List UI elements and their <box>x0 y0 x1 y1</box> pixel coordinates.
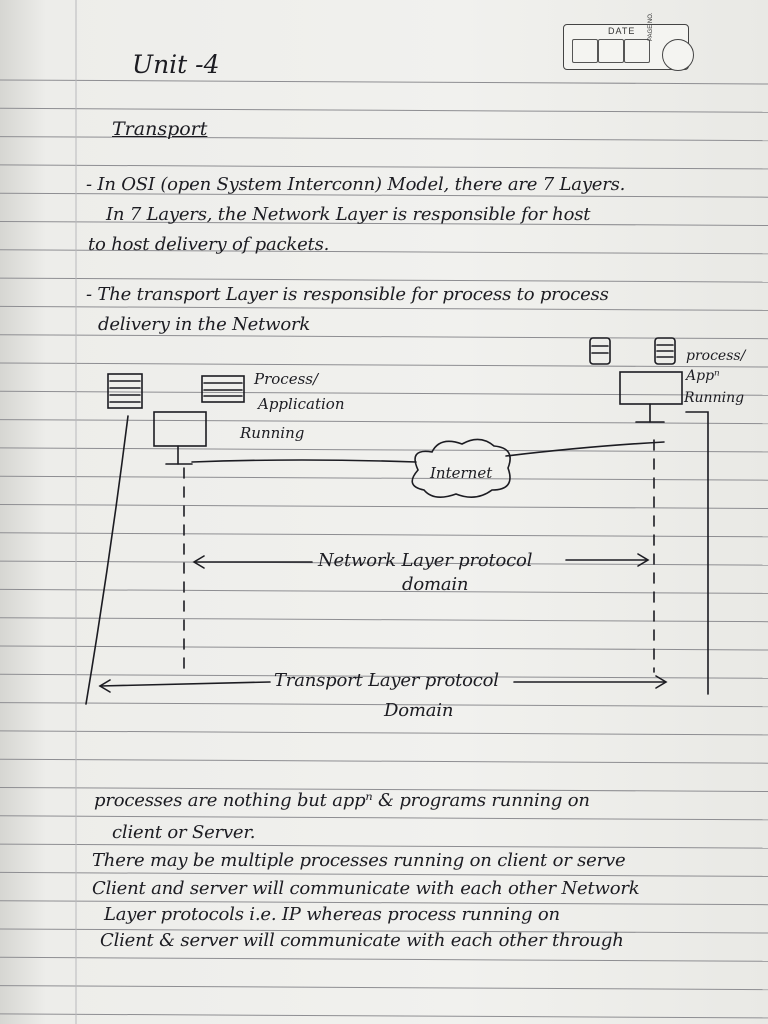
paragraph3-line5: Layer protocols i.e. IP whereas process running on <box>104 904 560 925</box>
server-stack-icon <box>202 376 244 402</box>
paragraph3-line3: There may be multiple processes running on client or serve <box>92 850 626 871</box>
network-domain-label: Network Layer protocol <box>318 550 533 571</box>
server-stack-icon <box>655 338 675 364</box>
paragraph3-line2: client or Server. <box>112 822 256 843</box>
paragraph1-line3: to host delivery of packets. <box>88 234 330 255</box>
server-stack-icon <box>590 338 610 364</box>
transport-line-right <box>686 412 708 694</box>
transport-arrow-left <box>100 682 270 686</box>
paragraph1-line2: In 7 Layers, the Network Layer is responsible for host <box>106 204 591 225</box>
paragraph3-line6: Client & server will communicate with each other through <box>100 930 624 951</box>
paragraph2-line1: - The transport Layer is responsible for process to process <box>86 284 609 305</box>
transport-domain-label-2: Domain <box>384 700 454 721</box>
internet-label: Internet <box>430 464 493 482</box>
right-process-label-3: Running <box>684 390 745 406</box>
paragraph3-line1: processes are nothing but appⁿ & programs running on <box>94 790 590 811</box>
right-process-label-1: process/ <box>686 348 746 364</box>
right-process-label-2: Appⁿ <box>686 368 720 384</box>
server-stack-icon <box>108 374 142 408</box>
computer-icon <box>620 372 682 422</box>
paragraph2-line2: delivery in the Network <box>98 314 311 335</box>
transport-domain-label: Transport Layer protocol <box>274 670 499 691</box>
left-process-label-1: Process/ <box>254 370 319 388</box>
transport-line-left <box>86 416 128 704</box>
computer-icon <box>154 412 206 464</box>
paragraph1-line1: - In OSI (open System Interconn) Model, there are 7 Layers. <box>86 174 626 195</box>
page-no-label: PAGE NO. <box>648 12 654 41</box>
left-process-label-3: Running <box>240 424 305 442</box>
left-process-label-2: Application <box>258 395 345 413</box>
connection-line <box>506 442 664 456</box>
page-title: Unit -4 <box>132 50 220 79</box>
section-heading: Transport <box>112 118 208 140</box>
date-label: DATE <box>608 26 636 36</box>
connection-line <box>192 460 416 462</box>
network-domain-label-2: domain <box>402 574 469 595</box>
paragraph3-line4: Client and server will communicate with each other Network <box>92 878 640 899</box>
